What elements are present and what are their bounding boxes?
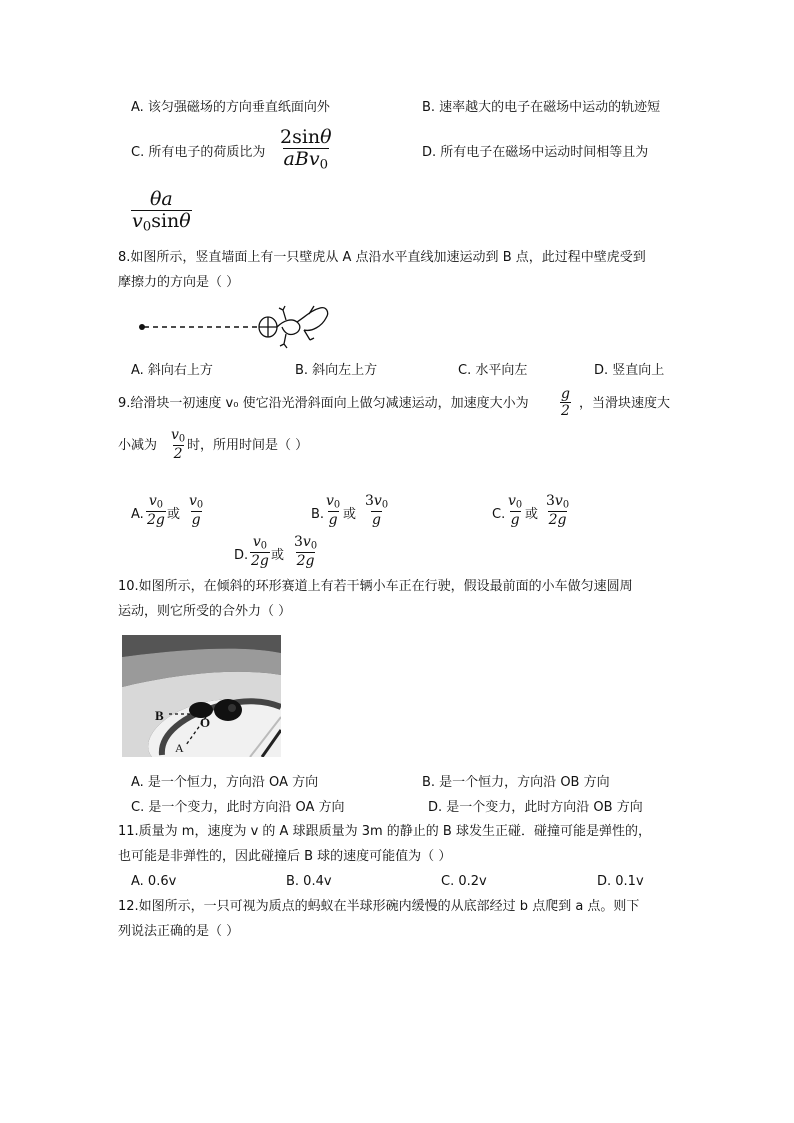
q11-stem-line1: 11.质量为 m，速度为 v 的 A 球跟质量为 3m 的静止的 B 球发生正碰．碰撞可能是弹性的，	[118, 824, 651, 839]
q9-option-b-formula2: $\frac{3v_0}{g}$	[365, 493, 389, 529]
gecko-figure	[134, 296, 334, 356]
race-car-front	[214, 699, 242, 721]
q9-option-c-formula1: $\frac{v_0}{g}$	[508, 493, 523, 529]
q10-option-a: A. 是一个恒力，方向沿 OA 方向	[131, 775, 319, 790]
q9-half-velocity-formula: $\frac{v_0}{2}$	[171, 427, 186, 463]
q9-option-c-label: C.	[492, 507, 506, 522]
q8-option-d: D. 竖直向上	[594, 363, 665, 378]
q9-stem-line2b: 时，所用时间是（ ）	[187, 438, 309, 453]
q10-option-b: B. 是一个恒力，方向沿 OB 方向	[422, 775, 610, 790]
q9-option-d-formula2: $\frac{3v_0}{2g}$	[294, 534, 318, 570]
q9-option-a-label: A.	[131, 507, 144, 522]
q9-stem-line2a: 小减为	[118, 438, 158, 453]
q9-option-b-label: B.	[311, 507, 325, 522]
q9-accel-formula: $\frac{g}{2}$	[561, 386, 570, 419]
q9-stem-line1b: ，当滑块速度大	[579, 396, 671, 411]
fig-label-o: O	[200, 715, 211, 730]
q9-option-d-label: D.	[234, 548, 249, 563]
q9-stem-line1a: 9.给滑块一初速度 v₀ 使它沿光滑斜面向上做匀减速运动，加速度大小为	[118, 396, 529, 411]
q9-option-a-formula2: $\frac{v_0}{g}$	[189, 493, 204, 529]
q8-option-c: C. 水平向左	[458, 363, 528, 378]
q8-option-a: A. 斜向右上方	[131, 363, 213, 378]
q8-option-b: B. 斜向左上方	[295, 363, 378, 378]
q11-option-a: A. 0.6v	[131, 874, 177, 889]
q7-time-formula: $\frac{\theta a}{v_0\sin\theta}$	[132, 188, 191, 235]
q7-option-b: B. 速率越大的电子在磁场中运动的轨迹短	[422, 100, 661, 115]
q10-stem-line1: 10.如图所示，在倾斜的环形赛道上有若干辆小车正在行驶，假设最前面的小车做匀速圆周	[118, 579, 633, 594]
q9-option-b-or: 或	[343, 507, 357, 522]
q10-option-d: D. 是一个变力，此时方向沿 OB 方向	[428, 800, 643, 815]
q11-option-c: C. 0.2v	[441, 874, 487, 889]
gecko-icon	[259, 306, 328, 348]
race-track-photo	[122, 635, 281, 757]
q7-option-c: C. 所有电子的荷质比为	[131, 145, 266, 160]
fig-label-b: B	[155, 708, 164, 723]
q11-option-b: B. 0.4v	[286, 874, 332, 889]
q7-option-a: A. 该匀强磁场的方向垂直纸面向外	[131, 100, 330, 115]
q8-stem-line2: 摩擦力的方向是（ ）	[118, 275, 240, 290]
q8-stem-line1: 8.如图所示，竖直墙面上有一只壁虎从 A 点沿水平直线加速运动到 B 点，此过程中壁虎受到	[118, 250, 646, 265]
q10-option-c: C. 是一个变力，此时方向沿 OA 方向	[131, 800, 345, 815]
q11-option-d: D. 0.1v	[597, 874, 644, 889]
q9-option-a-formula1: $\frac{v_0}{2g}$	[147, 493, 165, 529]
q12-stem-line1: 12.如图所示，一只可视为质点的蚂蚁在半球形碗内缓慢的从底部经过 b 点爬到 a 点。则下	[118, 899, 640, 914]
q9-option-c-or: 或	[525, 507, 539, 522]
q9-option-d-formula1: $\frac{v_0}{2g}$	[251, 534, 269, 570]
q7-option-d: D. 所有电子在磁场中运动时间相等且为	[422, 145, 649, 160]
q9-option-d-or: 或	[271, 548, 285, 563]
q10-stem-line2: 运动，则它所受的合外力（ ）	[118, 604, 292, 619]
q7-charge-mass-ratio-formula: $\frac{2\sin\theta}{aBv_0}$	[280, 126, 332, 173]
q9-option-c-formula2: $\frac{3v_0}{2g}$	[546, 493, 570, 529]
q9-option-a-or: 或	[167, 507, 181, 522]
q11-stem-line2: 也可能是非弹性的，因此碰撞后 B 球的速度可能值为（ ）	[118, 849, 452, 864]
q12-stem-line2: 列说法正确的是（ ）	[118, 924, 240, 939]
q9-option-b-formula1: $\frac{v_0}{g}$	[326, 493, 341, 529]
fig-label-a: A	[175, 741, 184, 755]
